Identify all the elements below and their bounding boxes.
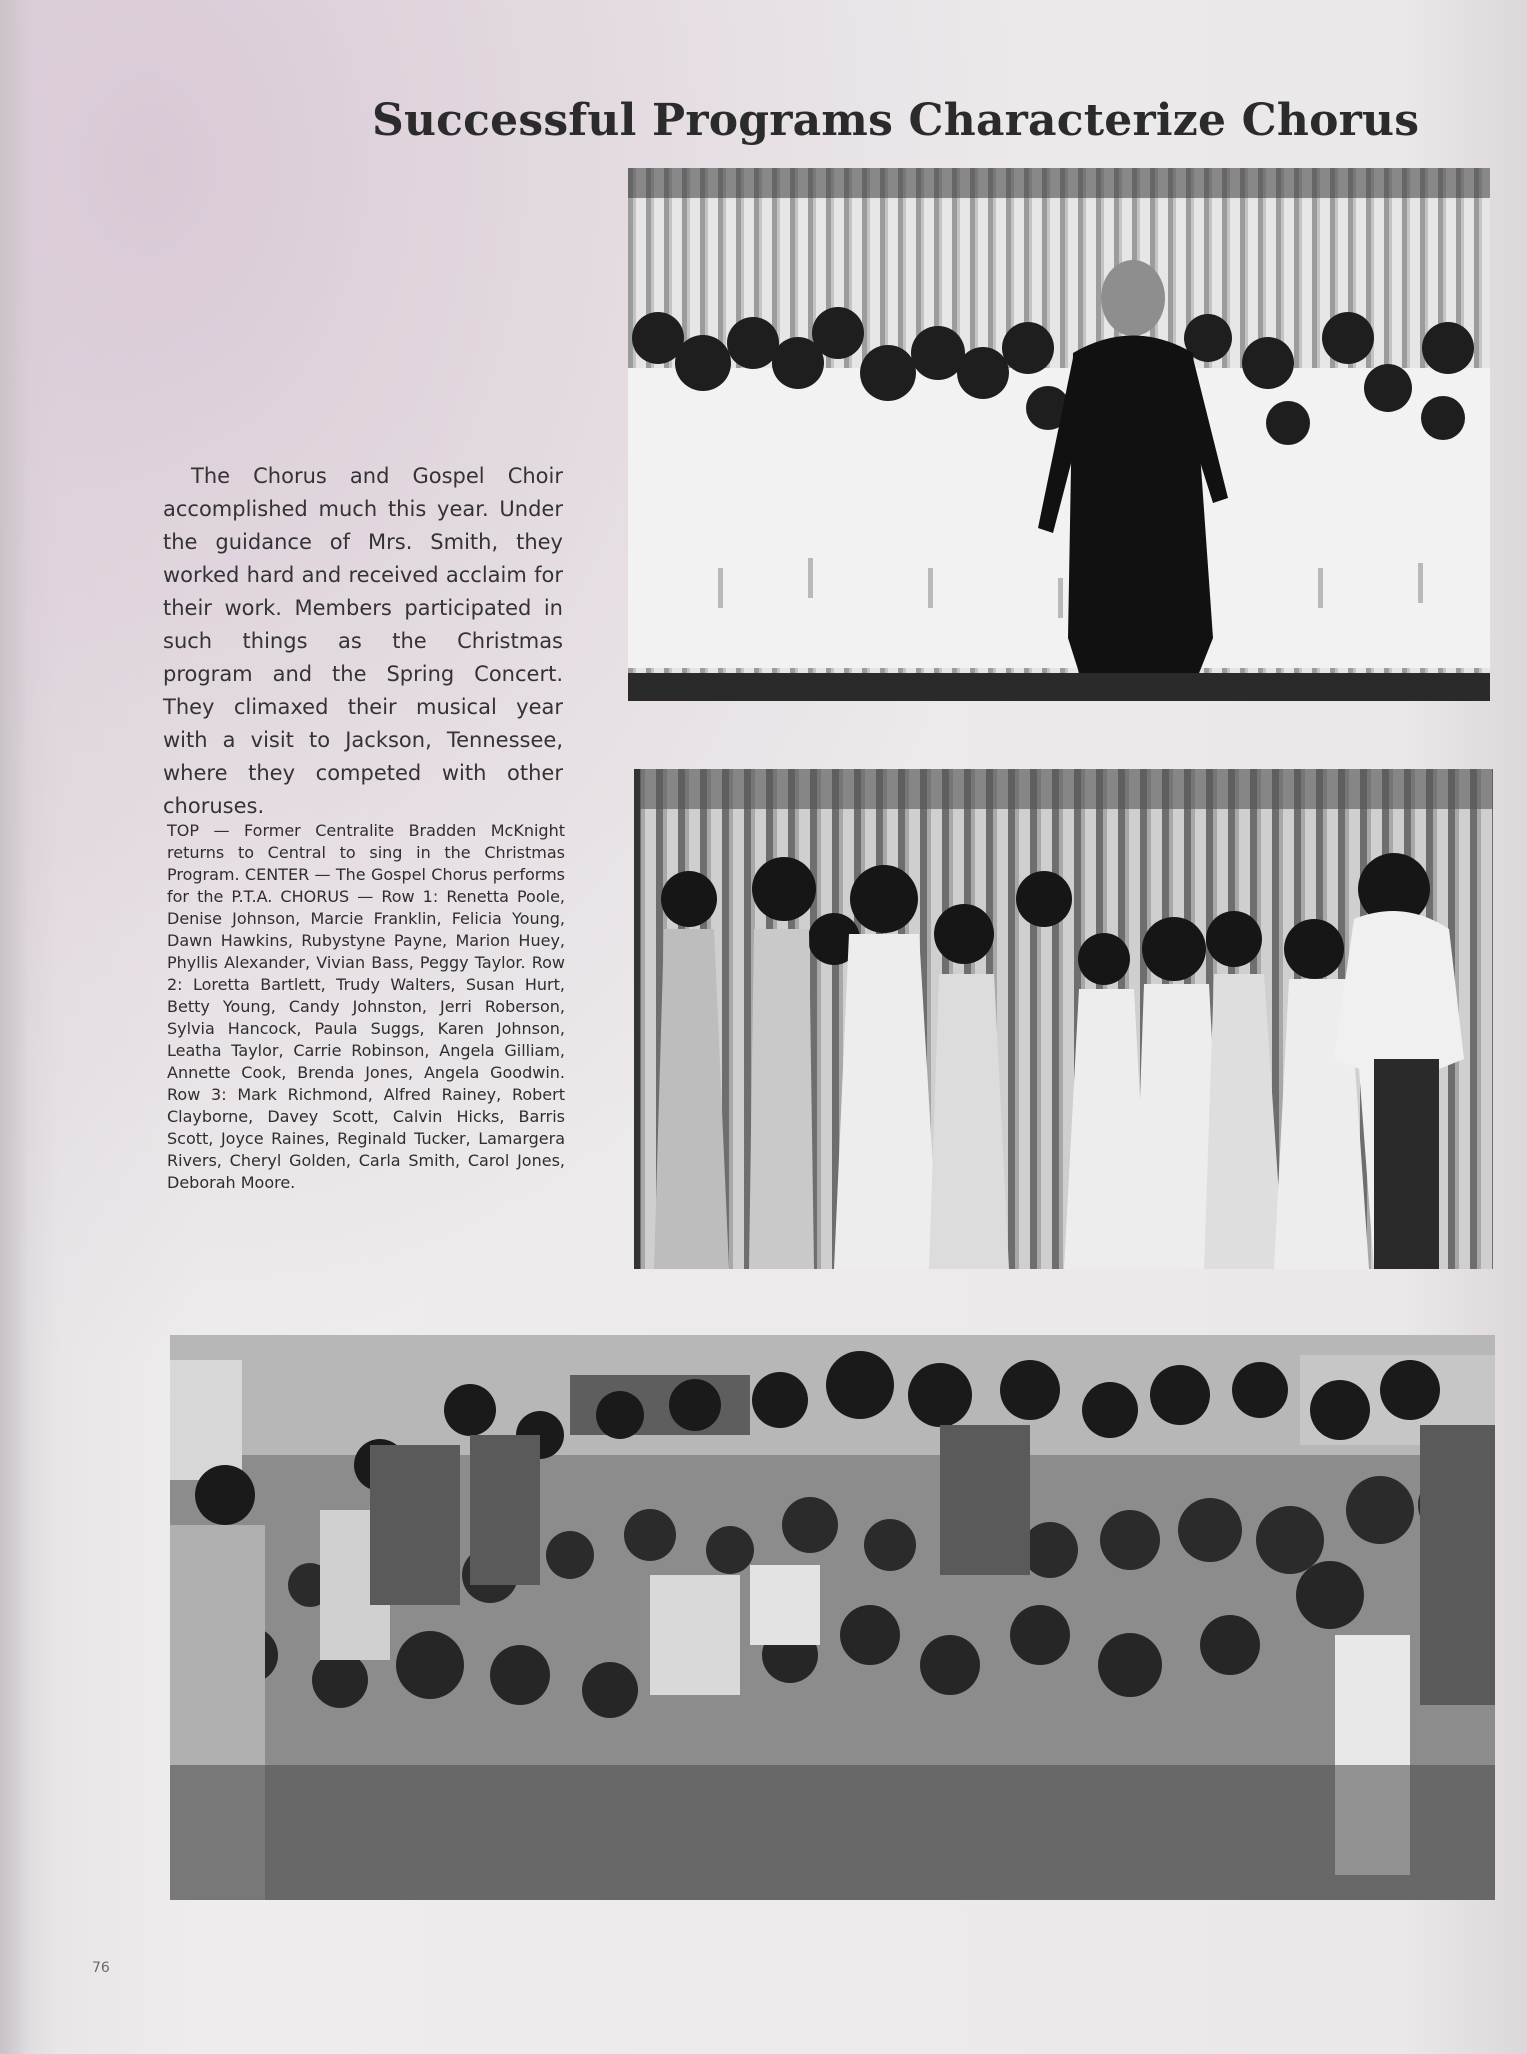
body-paragraph: The Chorus and Gospel Choir accomplished much this year. Under the guidance of Mrs. Smith, they worked hard and received acclaim for their work. Members participated in such things as the Christmas program and the Spring Concert. They climaxed their musical year with a visit to Jackson, Tennessee, where they competed with other choruses. [163, 464, 563, 818]
page-spine-shadow [0, 0, 28, 2054]
chorus-group-photo-image [170, 1335, 1495, 1900]
gospel-chorus-photo [634, 769, 1493, 1269]
gospel-chorus-photo-image [634, 769, 1493, 1269]
choir-concert-photo-image [628, 168, 1490, 701]
page-title: Successful Programs Characterize Chorus [372, 95, 1420, 146]
chorus-group-photo [170, 1335, 1495, 1900]
photo-caption: TOP — Former Centralite Bradden McKnight returns to Central to sing in the Christmas Program. CENTER — The Gospel Chorus performs for the P.T.A. CHORUS — Row 1: Renetta Poole, Denise Johnson, Marcie Franklin, Felicia Young, Dawn Hawkins, Rubystyne Payne, Marion Huey, Phyllis Alexander, Vivian Bass, Peggy Taylor. Row 2: Loretta Bartlett, Trudy Walters, Susan Hurt, Betty Young, Candy Johnston, Jerri Roberson, Sylvia Hancock, Paula Suggs, Karen Johnson, Leatha Taylor, Carrie Robinson, Angela Gilliam, Annette Cook, Brenda Jones, Angela Goodwin. Row 3: Mark Richmond, Alfred Rainey, Robert Clayborne, Davey Scott, Calvin Hicks, Barris Scott, Joyce Raines, Reginald Tucker, Lamargera Rivers, Cheryl Golden, Carla Smith, Carol Jones, Deborah Moore. [167, 821, 565, 1192]
page-number: 76 [92, 1960, 110, 1976]
choir-concert-photo [628, 168, 1490, 701]
